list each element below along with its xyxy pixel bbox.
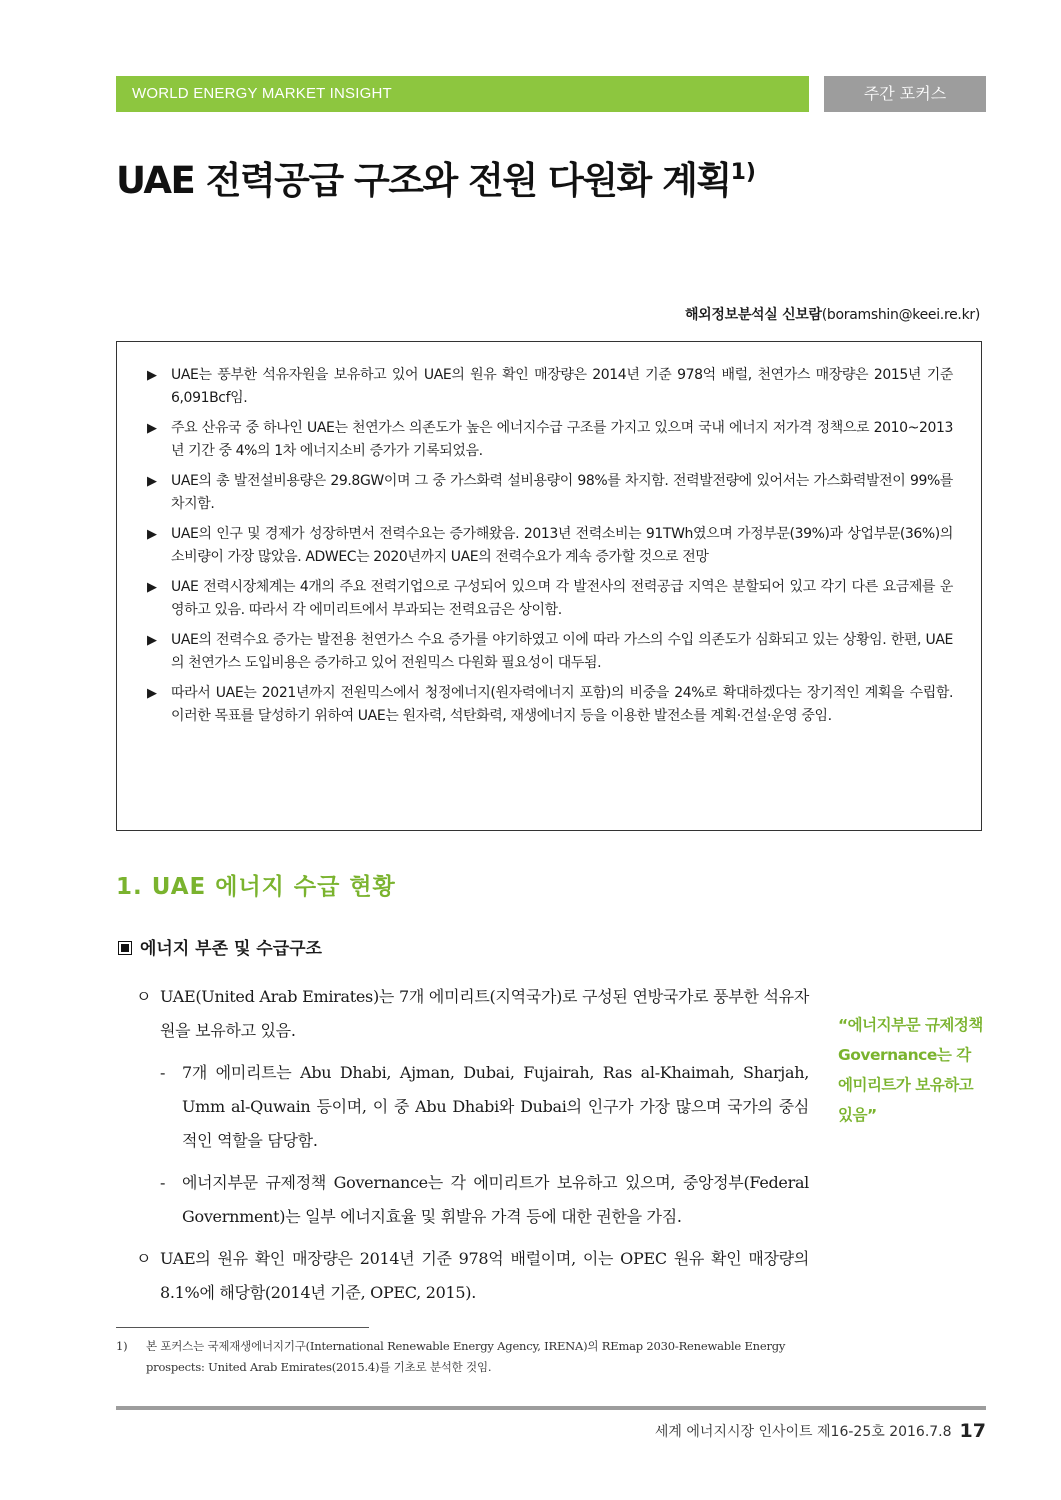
bullet-icon: ▶ [147, 633, 157, 648]
summary-item [147, 523, 953, 569]
bullet-icon: ▶ [147, 368, 157, 383]
body-subitem [136, 1056, 809, 1158]
title-footnote-ref: 1) [730, 160, 756, 185]
page-title-text: UAE 전력공급 구조와 전원 다원화 계획 [116, 159, 731, 202]
body-text [136, 980, 809, 1310]
circle-bullet-icon: ㅇ [136, 987, 152, 1006]
footer-divider [116, 1406, 986, 1410]
publication-info: 세계 에너지시장 인사이트 제16-25호 2016.7.8 [654, 1424, 952, 1440]
summary-text: 주요 산유국 중 하나인 UAE는 천연가스 의존도가 높은 에너지수급 구조를 가지고 있으며 국내 에너지 저가격 정책으로 2010~2013년 기간 중 4%의 1차 에너지소비 증가가 기록되었음. [171, 420, 953, 459]
subitem-text: 에너지부문 규제정책 Governance는 각 에미리트가 보유하고 있으며, 중앙정부(Federal Government)는 일부 에너지효율 및 휘발유 가격 등에 대한 권한을 가짐. [182, 1173, 809, 1226]
page-footer [655, 1420, 986, 1442]
body-paragraph [136, 1242, 809, 1310]
dash-bullet-icon: - [160, 1063, 166, 1082]
author-name: 해외정보분석실 신보람 [684, 307, 822, 323]
page-number: 17 [959, 1420, 986, 1442]
bullet-icon: ▶ [147, 527, 157, 542]
bullet-icon: ▶ [147, 474, 157, 489]
footnote-text: 본 포커스는 국제재생에너지기구(International Renewable Energy Agency, IRENA)의 REmap 2030-Renewable Energy prospects: United Arab Emirates(2015.4)를 기초로 분석한 것임. [146, 1339, 786, 1374]
footnote-divider [116, 1327, 369, 1328]
section-tab: 주간 포커스 [824, 76, 986, 112]
footnote [116, 1336, 810, 1378]
summary-item [147, 576, 953, 622]
summary-text: UAE의 인구 및 경제가 성장하면서 전력수요는 증가해왔음. 2013년 전력소비는 91TWh였으며 가정부문(39%)과 상업부문(36%)의 소비량이 가장 많았음. ADWEC는 2020년까지 UAE의 전력수요가 계속 증가할 것으로 전망 [171, 526, 953, 565]
footnote-mark: 1) [116, 1339, 128, 1353]
summary-text: UAE의 전력수요 증가는 발전용 천연가스 수요 증가를 야기하였고 이에 따라 가스의 수입 의존도가 심화되고 있는 상황임. 한편, UAE의 천연가스 도입비용은 증가하고 있어 전원믹스 다원화 필요성이 대두됨. [171, 632, 953, 671]
summary-item [147, 364, 953, 410]
body-subitem [136, 1166, 809, 1234]
paragraph-text: UAE(United Arab Emirates)는 7개 에미리트(지역국가)로 구성된 연방국가로 풍부한 석유자원을 보유하고 있음. [160, 987, 809, 1040]
pull-quote: “에너지부문 규제정책 Governance는 각 에미리트가 보유하고 있음” [838, 1016, 983, 1124]
summary-item [147, 417, 953, 463]
summary-item [147, 470, 953, 516]
summary-text: 따라서 UAE는 2021년까지 전원믹스에서 청정에너지(원자력에너지 포함)의 비중을 24%로 확대하겠다는 장기적인 계획을 수립함. 이러한 목표를 달성하기 위하여 UAE는 원자력, 석탄화력, 재생에너지 등을 이용한 발전소를 계획·건설·운영 중임. [171, 685, 953, 724]
summary-item [147, 682, 953, 728]
subsection-heading [118, 934, 322, 959]
bullet-icon: ▶ [147, 686, 157, 701]
section-heading: 1. UAE 에너지 수급 현황 [116, 874, 396, 900]
square-bullet-icon [118, 941, 132, 955]
body-paragraph [136, 980, 809, 1048]
paragraph-text: UAE의 원유 확인 매장량은 2014년 기준 978억 배럴이며, 이는 OPEC 원유 확인 매장량의 8.1%에 해당함(2014년 기준, OPEC, 2015). [160, 1249, 809, 1302]
dash-bullet-icon: - [160, 1173, 166, 1192]
summary-text: UAE 전력시장체계는 4개의 주요 전력기업으로 구성되어 있으며 각 발전사의 전력공급 지역은 분할되어 있고 각기 다른 요금제를 운영하고 있음. 따라서 각 에미리트에서 부과되는 전력요금은 상이함. [171, 579, 953, 618]
circle-bullet-icon: ㅇ [136, 1249, 152, 1268]
page-title [116, 150, 756, 204]
author-line [685, 304, 980, 324]
bullet-icon: ▶ [147, 580, 157, 595]
summary-text: UAE의 총 발전설비용량은 29.8GW이며 그 중 가스화력 설비용량이 98%를 차지함. 전력발전량에 있어서는 가스화력발전이 99%를 차지함. [171, 473, 953, 512]
summary-box [116, 341, 982, 831]
subitem-text: 7개 에미리트는 Abu Dhabi, Ajman, Dubai, Fujairah, Ras al-Khaimah, Sharjah, Umm al-Quwain 등이며, 이 중 Abu Dhabi와 Dubai의 인구가 가장 많으며 국가의 중심적인 역할을 담당함. [182, 1063, 809, 1150]
author-email: (boramshin@keei.re.kr) [821, 307, 980, 323]
summary-text: UAE는 풍부한 석유자원을 보유하고 있어 UAE의 원유 확인 매장량은 2014년 기준 978억 배럴, 천연가스 매장량은 2015년 기준 6,091Bcf임. [171, 367, 953, 406]
summary-item [147, 629, 953, 675]
bullet-icon: ▶ [147, 421, 157, 436]
subsection-heading-text: 에너지 부존 및 수급구조 [140, 939, 322, 959]
series-header-bar: WORLD ENERGY MARKET INSIGHT [116, 76, 809, 112]
